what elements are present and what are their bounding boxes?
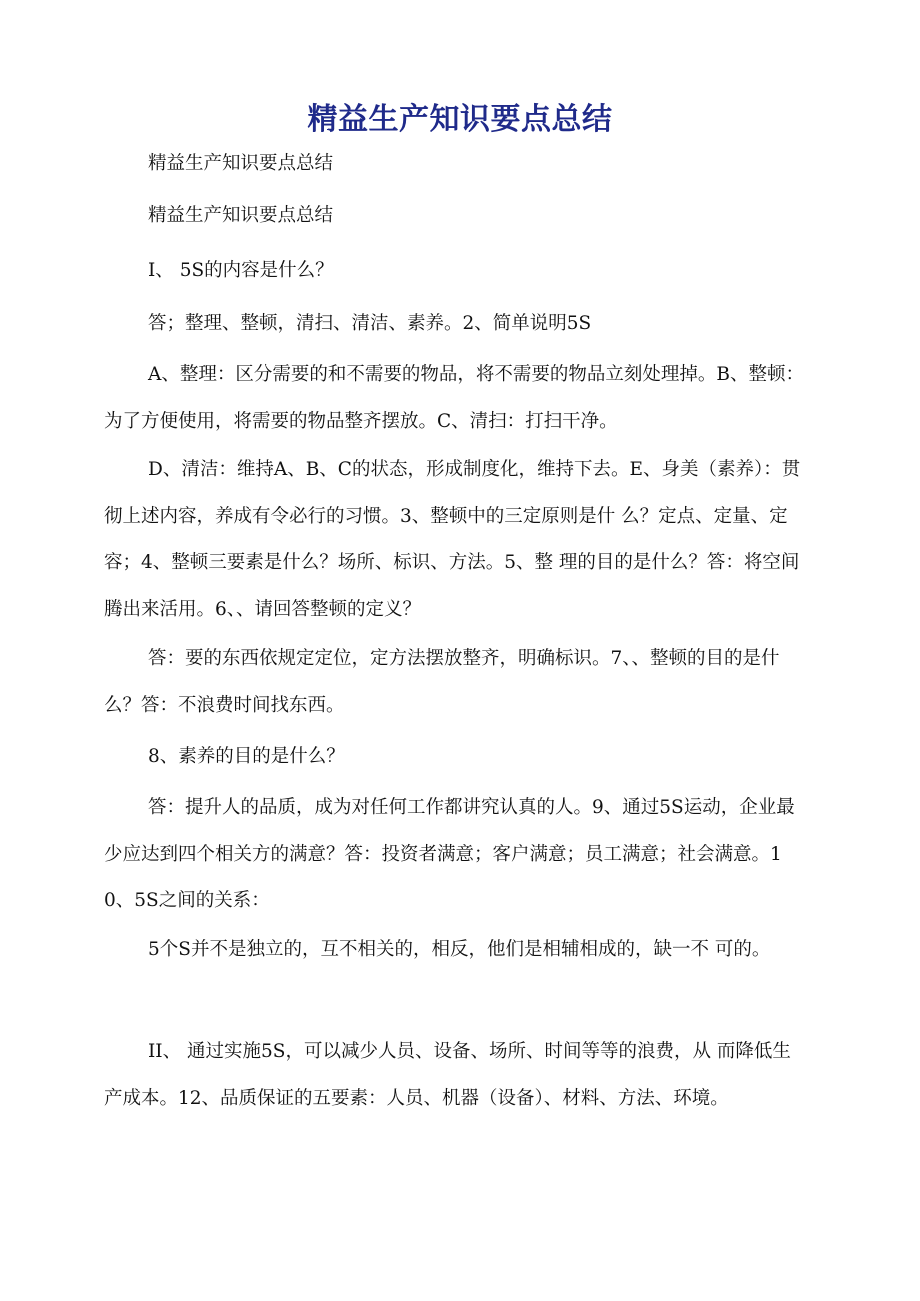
paragraph-5s-relation: 5个S并不是独立的，互不相关的，相反，他们是相辅相成的，缺一不 可的。: [148, 939, 771, 960]
paragraph-set-definition: 答：要的东西依规定定位，定方法摆放整齐，明确标识。7、、整顿的目的是什么？答：不浪费时间找东西。: [104, 648, 780, 716]
document-title: 精益生产知识要点总结: [307, 102, 613, 137]
paragraph-sort-set: A、整理：区分需要的和不需要的物品，将不需要的物品立刻处理掉。B、整顿：为了方便使用，将需要的物品整齐摆放。C、清扫：打扫干净。: [104, 364, 804, 432]
paragraph-subtitle-1: 精益生产知识要点总结: [148, 153, 334, 174]
paragraph-subtitle-2: 精益生产知识要点总结: [148, 205, 334, 226]
paragraph-5s-benefit: II、 通过实施5S，可以减少人员、设备、场所、时间等等的浪费，从 而降低生产成本。12、品质保证的五要素：人员、机器（设备）、材料、方法、环境。: [104, 1041, 791, 1109]
paragraph-question-1: I、 5S的内容是什么？: [148, 260, 334, 281]
paragraph-clean-discipline: D、清洁：维持A、B、C的状态，形成制度化，维持下去。E、身美（素养）：贯彻上述内容，养成有令必行的习惯。3、整顿中的三定原则是什 么？定点、定量、定容；4、整顿三要素是什么？场所、标识、方法。5、整 理的目的是什么？答：将空间腾出来活用。6、、请回答整顿的定义？: [104, 459, 801, 620]
paragraph-discipline-goal: 答：提升人的品质，成为对任何工作都讲究认真的人。9、通过5S运动，企业最少应达到四个相关方的满意？答：投资者满意；客户满意；员工满意；社会满意。10、5S之间的关系：: [104, 797, 795, 911]
paragraph-answer-1: 答；整理、整顿，清扫、清洁、素养。2、简单说明5S: [148, 313, 592, 334]
paragraph-question-8: 8、素养的目的是什么？: [148, 746, 345, 767]
